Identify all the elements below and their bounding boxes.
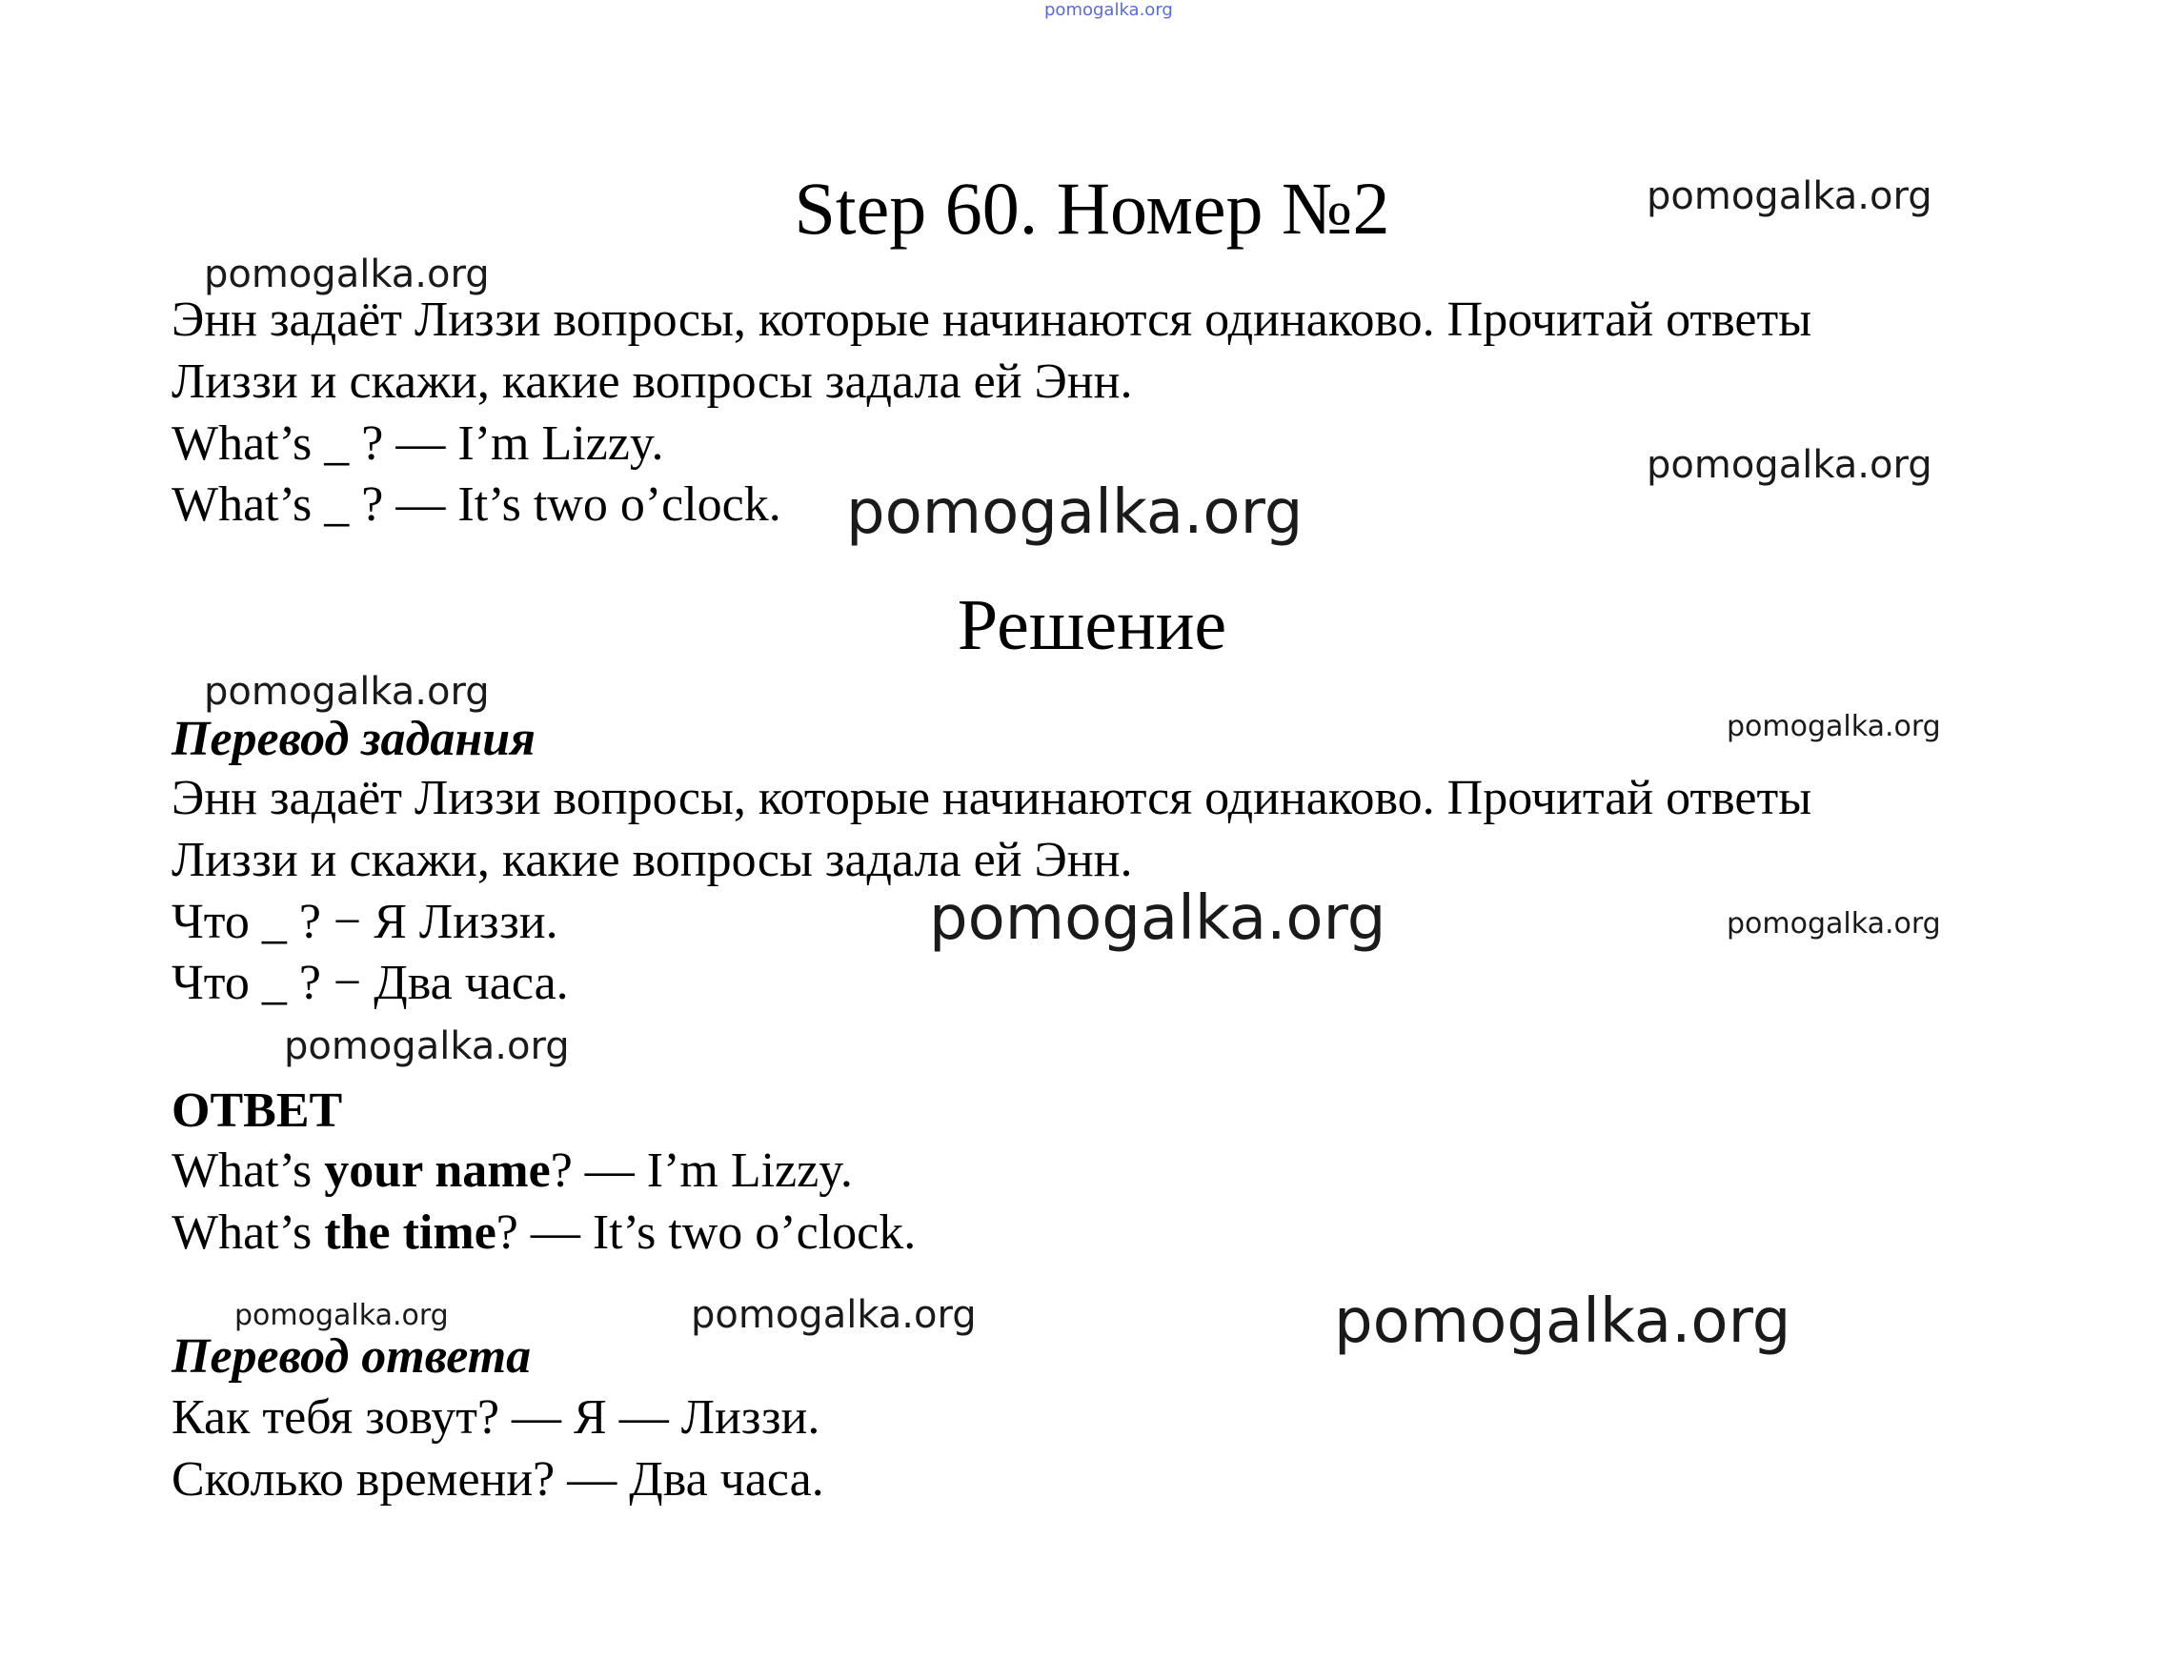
- answer-text: ? — It’s two o’clock.: [495, 1205, 917, 1260]
- answer-translation-line: Сколько времени? — Два часа.: [172, 1452, 824, 1507]
- watermark: pomogalka.org: [1334, 1286, 1791, 1357]
- watermark: pomogalka.org: [204, 253, 490, 296]
- answer-text: ? — I’m Lizzy.: [550, 1144, 853, 1198]
- answer-translation-line: Как тебя зовут? — Я — Лиззи.: [172, 1390, 820, 1445]
- task-line: Лиззи и скажи, какие вопросы задала ей Энн.: [172, 354, 1133, 409]
- watermark: pomogalka.org: [234, 1299, 449, 1332]
- watermark: pomogalka.org: [1727, 907, 1941, 941]
- translation-heading: Перевод задания: [172, 712, 536, 766]
- solution-title: Решение: [957, 585, 1227, 665]
- answer-blank-filled: your name: [324, 1144, 551, 1198]
- watermark: pomogalka.org: [929, 883, 1386, 954]
- answer-line: [172, 1205, 917, 1260]
- answer-heading: ОТВЕТ: [172, 1083, 343, 1138]
- watermark: pomogalka.org: [846, 477, 1304, 548]
- answer-line: [172, 1146, 853, 1196]
- translation-line: Лиззи и скажи, какие вопросы задала ей Энн.: [172, 833, 1133, 887]
- translation-line: Что _ ? − Я Лиззи.: [172, 895, 558, 949]
- answer-blank-filled: the time: [324, 1205, 496, 1260]
- watermark: pomogalka.org: [691, 1293, 977, 1337]
- watermark: pomogalka.org: [284, 1024, 570, 1068]
- answer-text: What’s: [172, 1144, 325, 1198]
- answer-translation-heading: Перевод ответа: [172, 1329, 532, 1384]
- page-title: Step 60. Номер №2: [794, 167, 1390, 250]
- watermark: pomogalka.org: [1647, 174, 1932, 218]
- task-line: What’s _ ? — I’m Lizzy.: [172, 416, 664, 471]
- answer-text: What’s: [172, 1205, 325, 1260]
- task-line: Энн задаёт Лиззи вопросы, которые начинаются одинаково. Прочитай ответы: [172, 293, 1812, 347]
- task-line: What’s _ ? — It’s two o’clock.: [172, 477, 781, 532]
- watermark: pomogalka.org: [1727, 710, 1941, 743]
- watermark: pomogalka.org: [204, 670, 490, 714]
- translation-line: Что _ ? − Два часа.: [172, 956, 569, 1010]
- translation-line: Энн задаёт Лиззи вопросы, которые начинаются одинаково. Прочитай ответы: [172, 771, 1812, 825]
- watermark-top: pomogalka.org: [1044, 0, 1173, 20]
- watermark: pomogalka.org: [1647, 443, 1932, 487]
